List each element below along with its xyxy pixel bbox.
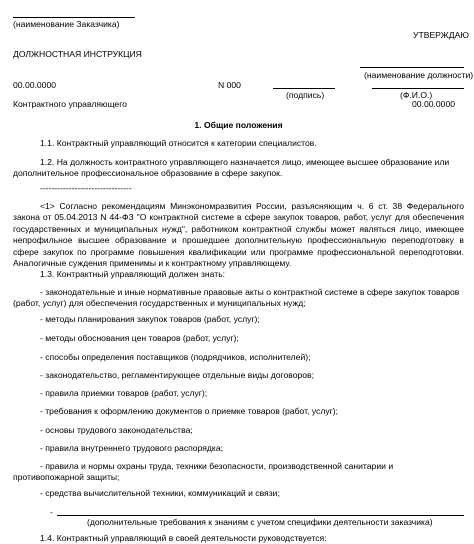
extra-requirements-label: (дополнительные требования к знаниям с учетом специфики деятельности заказчика) xyxy=(87,517,433,527)
know-item: - правила внутреннего трудового распорядка; xyxy=(40,443,224,453)
signature-label: (подпись) xyxy=(286,90,325,100)
know-item: - законодательство, регламентирующее отдельные виды договоров; xyxy=(40,370,314,380)
paragraph-1-4: 1.4. Контрактный управляющий в своей деятельности руководствуется: xyxy=(40,533,327,543)
doc-date: 00.00.0000 xyxy=(13,80,57,90)
doc-number: N 000 xyxy=(218,80,241,90)
signature-line xyxy=(273,88,335,89)
paragraph-1-1: 1.1. Контрактный управляющий относится к категории специалистов. xyxy=(40,138,317,148)
fio-line xyxy=(372,88,464,89)
customer-line xyxy=(13,17,135,18)
position-label: (наименование должности) xyxy=(364,70,474,80)
approve-date: 00.00.0000 xyxy=(412,99,456,109)
footnote-separator: -------------------------------- xyxy=(40,183,132,193)
paragraph-1-3: 1.3. Контрактный управляющий должен знать: xyxy=(40,269,226,279)
know-item: - средства вычислительной техники, коммуникаций и связи; xyxy=(40,488,280,498)
know-item: - методы планирования закупок товаров (работ, услуг); xyxy=(40,314,260,324)
approve-heading: УТВЕРЖДАЮ xyxy=(413,30,469,40)
position-line xyxy=(360,67,464,68)
know-item: - законодательные и иные нормативные правовые акты о контрактной системе в сфере закупок товаров (работ, услуг) для обеспечения государственных и муниципальных нужд; xyxy=(13,287,460,309)
customer-label: (наименование Заказчика) xyxy=(13,19,120,29)
know-item: - способы определения поставщиков (подрядчиков, исполнителей); xyxy=(40,352,311,362)
know-item: - правила приемки товаров (работ, услуг); xyxy=(40,388,208,398)
fio-label: (Ф.И.О.) xyxy=(400,90,433,100)
know-item: - правила и нормы охраны труда, техники безопасности, производственной санитарии и противопожарной защиты; xyxy=(13,461,394,483)
blank-item-line xyxy=(57,515,464,516)
know-item: - требования к оформлению документов о приемке товаров (работ, услуг); xyxy=(40,406,339,416)
doc-title: ДОЛЖНОСТНАЯ ИНСТРУКЦИЯ xyxy=(13,49,142,59)
section-title: 1. Общие положения xyxy=(194,120,283,130)
know-item: - методы обоснования цен товаров (работ, услуг); xyxy=(40,333,239,343)
paragraph-1-2: 1.2. На должность контрактного управляющего назначается лицо, имеющее высшее образование или дополнительное профессиональное образование в сфере закупок. xyxy=(13,157,450,179)
blank-item-dash: - xyxy=(50,507,53,517)
role-name: Контрактного управляющего xyxy=(13,99,127,109)
know-item: - основы трудового законодательства; xyxy=(40,425,193,435)
footnote: <1> Согласно рекомендациям Минэкономразвития России, разъясняющим ч. 6 ст. 38 Федерального закона от 05.04.2013 N 44-ФЗ "О контрактной системе в сфере закупок товаров, работ, услуг для обеспечения государственных и муниципальных нужд", работником контрактной службы может являться лицо, имеющее непрофильное высшее образование и прошедшее дополнительную профессиональную переподготовку в сфере закупок по программе повышения квалификации или программе профессиональной переподготовки. Аналогичные суждения применимы и к контрактному управляющему. xyxy=(13,201,464,269)
